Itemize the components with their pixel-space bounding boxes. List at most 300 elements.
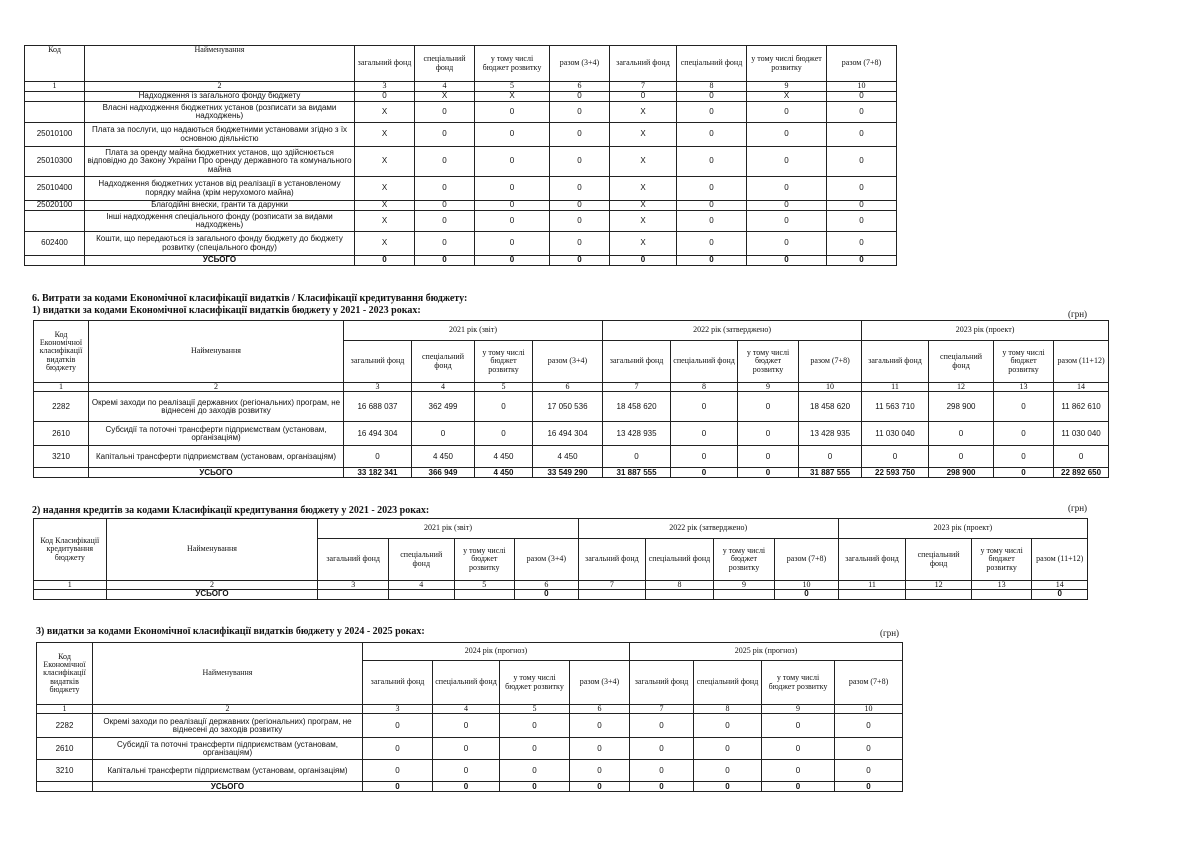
cell: 0	[363, 714, 433, 738]
cell: 0	[827, 147, 897, 177]
cell: 0	[550, 147, 610, 177]
col-number: 3	[355, 82, 415, 92]
row-code: 3210	[37, 760, 93, 782]
cell: 0	[1032, 590, 1088, 599]
col-header: Найменування	[85, 46, 355, 82]
row-code: 3210	[34, 446, 89, 468]
cell	[318, 590, 389, 599]
cell: 0	[738, 392, 799, 422]
col-number: 3	[363, 705, 433, 714]
row-name: Субсидії та поточні трансферти підприємствам (установам, організаціям)	[93, 738, 363, 760]
cell: 22 892 650	[1054, 468, 1109, 478]
cell: 4 450	[475, 468, 533, 478]
cell: 0	[500, 782, 570, 792]
row-name: Капітальні трансферти підприємствам (установам, організаціям)	[89, 446, 344, 468]
cell: 0	[671, 446, 738, 468]
col-number: 8	[646, 581, 714, 590]
cell	[388, 590, 454, 599]
cell: 0	[475, 201, 550, 211]
table-row	[37, 760, 903, 782]
col-number: 9	[738, 383, 799, 392]
row-name: Окремі заходи по реалізації державних (регіональних) програм, не віднесені до заходів розвитку	[89, 392, 344, 422]
cell: 0	[747, 123, 827, 147]
income-header-row	[25, 46, 897, 82]
col-header: разом (7+8)	[827, 46, 897, 82]
cell: 11 030 040	[862, 422, 929, 446]
table-row	[25, 102, 897, 123]
number-row	[34, 581, 1088, 590]
col-number: 1	[34, 383, 89, 392]
cell: 11 563 710	[862, 392, 929, 422]
col-header: разом (3+4)	[515, 539, 579, 581]
row-code: 2282	[34, 392, 89, 422]
cell: 0	[827, 256, 897, 266]
col-number: 1	[34, 581, 107, 590]
cell: 0	[1054, 446, 1109, 468]
col-number: 7	[610, 82, 677, 92]
cell: X	[610, 177, 677, 201]
col-header: загальний фонд	[838, 539, 906, 581]
table-row	[25, 201, 897, 211]
row-code	[25, 256, 85, 266]
col-number: 10	[775, 581, 839, 590]
cell	[971, 590, 1032, 599]
cell: 0	[355, 256, 415, 266]
year-header: 2021 рік (звіт)	[344, 321, 603, 341]
col-number: 6	[570, 705, 630, 714]
col-header: разом (7+8)	[799, 341, 862, 383]
cell: 298 900	[929, 392, 994, 422]
row-name: УСЬОГО	[85, 256, 355, 266]
cell: X	[610, 102, 677, 123]
col-number: 5	[475, 82, 550, 92]
cell: 0	[415, 211, 475, 232]
col-number: 2	[106, 581, 318, 590]
cell: 0	[630, 738, 694, 760]
table-row	[34, 392, 1109, 422]
total-row	[37, 782, 903, 792]
cell: 0	[827, 102, 897, 123]
cell: 0	[603, 446, 671, 468]
subsection-title: 1) видатки за кодами Економічної класифікації видатків бюджету у 2021 - 2023 роках:	[32, 305, 421, 316]
number-row	[34, 383, 1109, 392]
col-header: загальний фонд	[610, 46, 677, 82]
year-header: 2021 рік (звіт)	[318, 519, 578, 539]
cell: 0	[630, 714, 694, 738]
cell: 0	[929, 422, 994, 446]
cell: 0	[363, 782, 433, 792]
row-code: 2610	[37, 738, 93, 760]
year-header-row	[34, 321, 1109, 341]
row-name: Власні надходження бюджетних установ (розписати за видами надходжень)	[85, 102, 355, 123]
cell: 0	[677, 123, 747, 147]
cell: 0	[610, 256, 677, 266]
code-header: Код Економічної класифікації видатків бюджету	[34, 321, 89, 383]
col-header: у тому числі бюджет розвитку	[971, 539, 1032, 581]
cell: 0	[747, 256, 827, 266]
col-number: 6	[550, 82, 610, 92]
cell: 0	[610, 92, 677, 102]
cell: 0	[433, 738, 500, 760]
cell: 0	[415, 177, 475, 201]
cell	[838, 590, 906, 599]
col-header: у тому числі бюджет розвитку	[454, 539, 515, 581]
cell: 0	[677, 102, 747, 123]
cell: 0	[500, 714, 570, 738]
year-header-row	[37, 643, 903, 661]
col-header: у тому числі бюджет розвитку	[738, 341, 799, 383]
cell: 0	[355, 92, 415, 102]
code-header: Код Економічної класифікації видатків бюджету	[37, 643, 93, 705]
row-code	[34, 468, 89, 478]
cell: 16 494 304	[533, 422, 603, 446]
col-header: загальний фонд	[630, 661, 694, 705]
cell: 0	[994, 422, 1054, 446]
cell: 4 450	[533, 446, 603, 468]
cell: X	[610, 123, 677, 147]
col-number: 10	[827, 82, 897, 92]
cell: 0	[677, 147, 747, 177]
income-number-row	[25, 82, 897, 92]
cell: X	[610, 147, 677, 177]
col-number: 7	[603, 383, 671, 392]
col-header: спеціальний фонд	[415, 46, 475, 82]
col-number: 8	[677, 82, 747, 92]
col-header: спеціальний фонд	[694, 661, 762, 705]
col-number: 9	[747, 82, 827, 92]
subsection-title: 3) видатки за кодами Економічної класифікації видатків бюджету у 2024 - 2025 роках:	[36, 626, 425, 637]
row-code: 25010100	[25, 123, 85, 147]
row-code	[25, 211, 85, 232]
table-row	[25, 92, 897, 102]
table-row	[25, 232, 897, 256]
cell: 31 887 555	[799, 468, 862, 478]
cell: 0	[994, 446, 1054, 468]
col-header: разом (7+8)	[775, 539, 839, 581]
cell: 0	[415, 102, 475, 123]
row-name: Капітальні трансферти підприємствам (установам, організаціям)	[93, 760, 363, 782]
row-code: 25010400	[25, 177, 85, 201]
year-header: 2024 рік (прогноз)	[363, 643, 630, 661]
cell: 0	[827, 201, 897, 211]
cell: 0	[762, 714, 835, 738]
col-number: 12	[906, 581, 972, 590]
col-number: 7	[630, 705, 694, 714]
cell: 13 428 935	[799, 422, 862, 446]
cell: 0	[475, 102, 550, 123]
cell: 0	[415, 147, 475, 177]
cell: 0	[677, 177, 747, 201]
cell: 0	[344, 446, 412, 468]
col-header: загальний фонд	[603, 341, 671, 383]
year-header: 2025 рік (прогноз)	[630, 643, 903, 661]
cell: 0	[475, 422, 533, 446]
cell: 0	[570, 714, 630, 738]
cell: 4 450	[412, 446, 475, 468]
cell: 0	[677, 211, 747, 232]
cell: 0	[835, 714, 903, 738]
cell: 0	[671, 468, 738, 478]
col-number: 4	[412, 383, 475, 392]
cell: 0	[929, 446, 994, 468]
cell: 0	[550, 102, 610, 123]
cell: 0	[433, 714, 500, 738]
cell: 0	[475, 147, 550, 177]
cell: 11 030 040	[1054, 422, 1109, 446]
table-row	[37, 738, 903, 760]
col-header: загальний фонд	[862, 341, 929, 383]
code-header: Код Класифікації кредитування бюджету	[34, 519, 107, 581]
cell: 0	[475, 256, 550, 266]
col-number: 10	[799, 383, 862, 392]
cell: 0	[827, 123, 897, 147]
year-header: 2023 рік (проект)	[838, 519, 1087, 539]
cell: 33 182 341	[344, 468, 412, 478]
cell	[34, 590, 107, 599]
row-name: Інші надходження спеціального фонду (розписати за видами надходжень)	[85, 211, 355, 232]
cell: 0	[412, 422, 475, 446]
col-number: 2	[85, 82, 355, 92]
cell: X	[355, 232, 415, 256]
cell: X	[610, 211, 677, 232]
row-name: Кошти, що передаються із загального фонду бюджету до бюджету розвитку (спеціального фонду)	[85, 232, 355, 256]
cell: 0	[550, 123, 610, 147]
col-number: 13	[994, 383, 1054, 392]
col-header: у тому числі бюджет розвитку	[475, 46, 550, 82]
row-code	[37, 782, 93, 792]
cell: 298 900	[929, 468, 994, 478]
col-header: загальний фонд	[578, 539, 646, 581]
cell: 0	[570, 738, 630, 760]
row-code: 25020100	[25, 201, 85, 211]
cell: 0	[363, 760, 433, 782]
cell: 0	[415, 123, 475, 147]
col-number: 6	[533, 383, 603, 392]
col-header: у тому числі бюджет розвитку	[994, 341, 1054, 383]
row-name: Плата за оренду майна бюджетних установ, що здійснюється відповідно до Закону України Про оренду державного та комунального майна	[85, 147, 355, 177]
year-header: 2023 рік (проект)	[862, 321, 1109, 341]
cell: 366 949	[412, 468, 475, 478]
cell: 0	[827, 232, 897, 256]
cell	[454, 590, 515, 599]
cell: 0	[762, 738, 835, 760]
cell: X	[475, 92, 550, 102]
col-number: 11	[862, 383, 929, 392]
row-name: Надходження із загального фонду бюджету	[85, 92, 355, 102]
cell: 0	[671, 392, 738, 422]
col-number: 8	[694, 705, 762, 714]
cell: 0	[994, 392, 1054, 422]
col-header: разом (3+4)	[533, 341, 603, 383]
cell	[646, 590, 714, 599]
cell: 0	[570, 760, 630, 782]
cell: 0	[550, 201, 610, 211]
cell: 0	[415, 201, 475, 211]
table-row	[25, 147, 897, 177]
cell: 362 499	[412, 392, 475, 422]
cell: 0	[747, 102, 827, 123]
cell: 0	[747, 201, 827, 211]
col-header: у тому числі бюджет розвитку	[713, 539, 775, 581]
cell: 16 688 037	[344, 392, 412, 422]
row-code: 2610	[34, 422, 89, 446]
cell: 0	[827, 92, 897, 102]
row-name: Плата за послуги, що надаються бюджетними установами згідно з їх основною діяльністю	[85, 123, 355, 147]
col-number: 10	[835, 705, 903, 714]
forecast-table	[36, 642, 903, 792]
cell	[578, 590, 646, 599]
unit-label: (грн)	[1068, 309, 1088, 319]
table-row	[37, 714, 903, 738]
col-number: 7	[578, 581, 646, 590]
cell: 18 458 620	[603, 392, 671, 422]
cell: 0	[738, 446, 799, 468]
col-header: спеціальний фонд	[388, 539, 454, 581]
number-row	[37, 705, 903, 714]
cell: 0	[475, 211, 550, 232]
table-row	[25, 177, 897, 201]
income-table	[24, 45, 897, 266]
cell: 0	[677, 201, 747, 211]
cell: X	[610, 232, 677, 256]
cell: X	[610, 201, 677, 211]
row-code	[25, 102, 85, 123]
cell: 0	[799, 446, 862, 468]
cell: 0	[835, 760, 903, 782]
row-code: 2282	[37, 714, 93, 738]
table-row	[34, 446, 1109, 468]
col-header: загальний фонд	[344, 341, 412, 383]
cell: 17 050 536	[533, 392, 603, 422]
name-header: Найменування	[93, 643, 363, 705]
year-header: 2022 рік (затверджено)	[578, 519, 838, 539]
col-number: 1	[37, 705, 93, 714]
col-header: разом (3+4)	[570, 661, 630, 705]
cell: 0	[747, 147, 827, 177]
col-header: спеціальний фонд	[677, 46, 747, 82]
col-header: разом (3+4)	[550, 46, 610, 82]
cell: 0	[415, 256, 475, 266]
col-number: 4	[388, 581, 454, 590]
col-number: 5	[475, 383, 533, 392]
cell: 11 862 610	[1054, 392, 1109, 422]
year-header-row	[34, 519, 1088, 539]
cell: 0	[994, 468, 1054, 478]
cell: 0	[827, 211, 897, 232]
cell: 0	[415, 232, 475, 256]
cell: 0	[762, 760, 835, 782]
cell: 0	[677, 232, 747, 256]
row-code: 602400	[25, 232, 85, 256]
col-number: 4	[415, 82, 475, 92]
col-number: 2	[89, 383, 344, 392]
cell: 18 458 620	[799, 392, 862, 422]
table-row	[25, 211, 897, 232]
cell: 0	[570, 782, 630, 792]
row-code: 25010300	[25, 147, 85, 177]
col-header: спеціальний фонд	[412, 341, 475, 383]
row-name: УСЬОГО	[93, 782, 363, 792]
col-number: 2	[93, 705, 363, 714]
col-number: 11	[838, 581, 906, 590]
cell: 0	[363, 738, 433, 760]
cell: X	[415, 92, 475, 102]
cell: 0	[475, 392, 533, 422]
cell: 22 593 750	[862, 468, 929, 478]
total-row	[25, 256, 897, 266]
col-number: 9	[762, 705, 835, 714]
total-row	[34, 468, 1109, 478]
total-row	[34, 590, 1088, 599]
col-number: 3	[344, 383, 412, 392]
cell: 0	[500, 738, 570, 760]
col-header: разом (11+12)	[1054, 341, 1109, 383]
cell: X	[355, 147, 415, 177]
year-header: 2022 рік (затверджено)	[603, 321, 862, 341]
cell: 0	[862, 446, 929, 468]
col-number: 3	[318, 581, 389, 590]
cell: 16 494 304	[344, 422, 412, 446]
cell: 0	[475, 123, 550, 147]
cell: 33 549 290	[533, 468, 603, 478]
cell: 4 450	[475, 446, 533, 468]
col-number: 8	[671, 383, 738, 392]
cell: 0	[475, 232, 550, 256]
cell: 13 428 935	[603, 422, 671, 446]
cell: 0	[835, 738, 903, 760]
col-header: разом (7+8)	[835, 661, 903, 705]
cell: 0	[677, 256, 747, 266]
col-header: спеціальний фонд	[433, 661, 500, 705]
cell: X	[355, 123, 415, 147]
cell: X	[355, 201, 415, 211]
cell: 0	[762, 782, 835, 792]
cell: 0	[747, 177, 827, 201]
row-name: Надходження бюджетних установ від реалізації в установленому порядку майна (крім нерухомого майна)	[85, 177, 355, 201]
col-header: у тому числі бюджет розвитку	[475, 341, 533, 383]
cell: 0	[835, 782, 903, 792]
col-header: спеціальний фонд	[929, 341, 994, 383]
cell: 0	[747, 211, 827, 232]
cell: 0	[515, 590, 579, 599]
cell: 0	[747, 232, 827, 256]
col-number: 14	[1032, 581, 1088, 590]
col-header: загальний фонд	[355, 46, 415, 82]
row-code	[25, 92, 85, 102]
cell: X	[355, 211, 415, 232]
cell: 0	[694, 738, 762, 760]
row-name: УСЬОГО	[89, 468, 344, 478]
cell: X	[355, 102, 415, 123]
section-title: 6. Витрати за кодами Економічної класифікації видатків / Класифікації кредитування бюджету:	[32, 293, 468, 304]
col-header: Код	[25, 46, 85, 82]
cell: 0	[738, 468, 799, 478]
col-header: разом (11+12)	[1032, 539, 1088, 581]
row-name: УСЬОГО	[106, 590, 318, 599]
col-header: спеціальний фонд	[906, 539, 972, 581]
col-number: 1	[25, 82, 85, 92]
cell	[713, 590, 775, 599]
cell: 31 887 555	[603, 468, 671, 478]
table-row	[25, 123, 897, 147]
col-number: 13	[971, 581, 1032, 590]
row-name: Окремі заходи по реалізації державних (регіональних) програм, не віднесені до заходів розвитку	[93, 714, 363, 738]
cell: 0	[433, 760, 500, 782]
expenses-table	[33, 320, 1109, 478]
cell: 0	[694, 714, 762, 738]
row-name: Субсидії та поточні трансферти підприємствам (установам, організаціям)	[89, 422, 344, 446]
cell: 0	[671, 422, 738, 446]
